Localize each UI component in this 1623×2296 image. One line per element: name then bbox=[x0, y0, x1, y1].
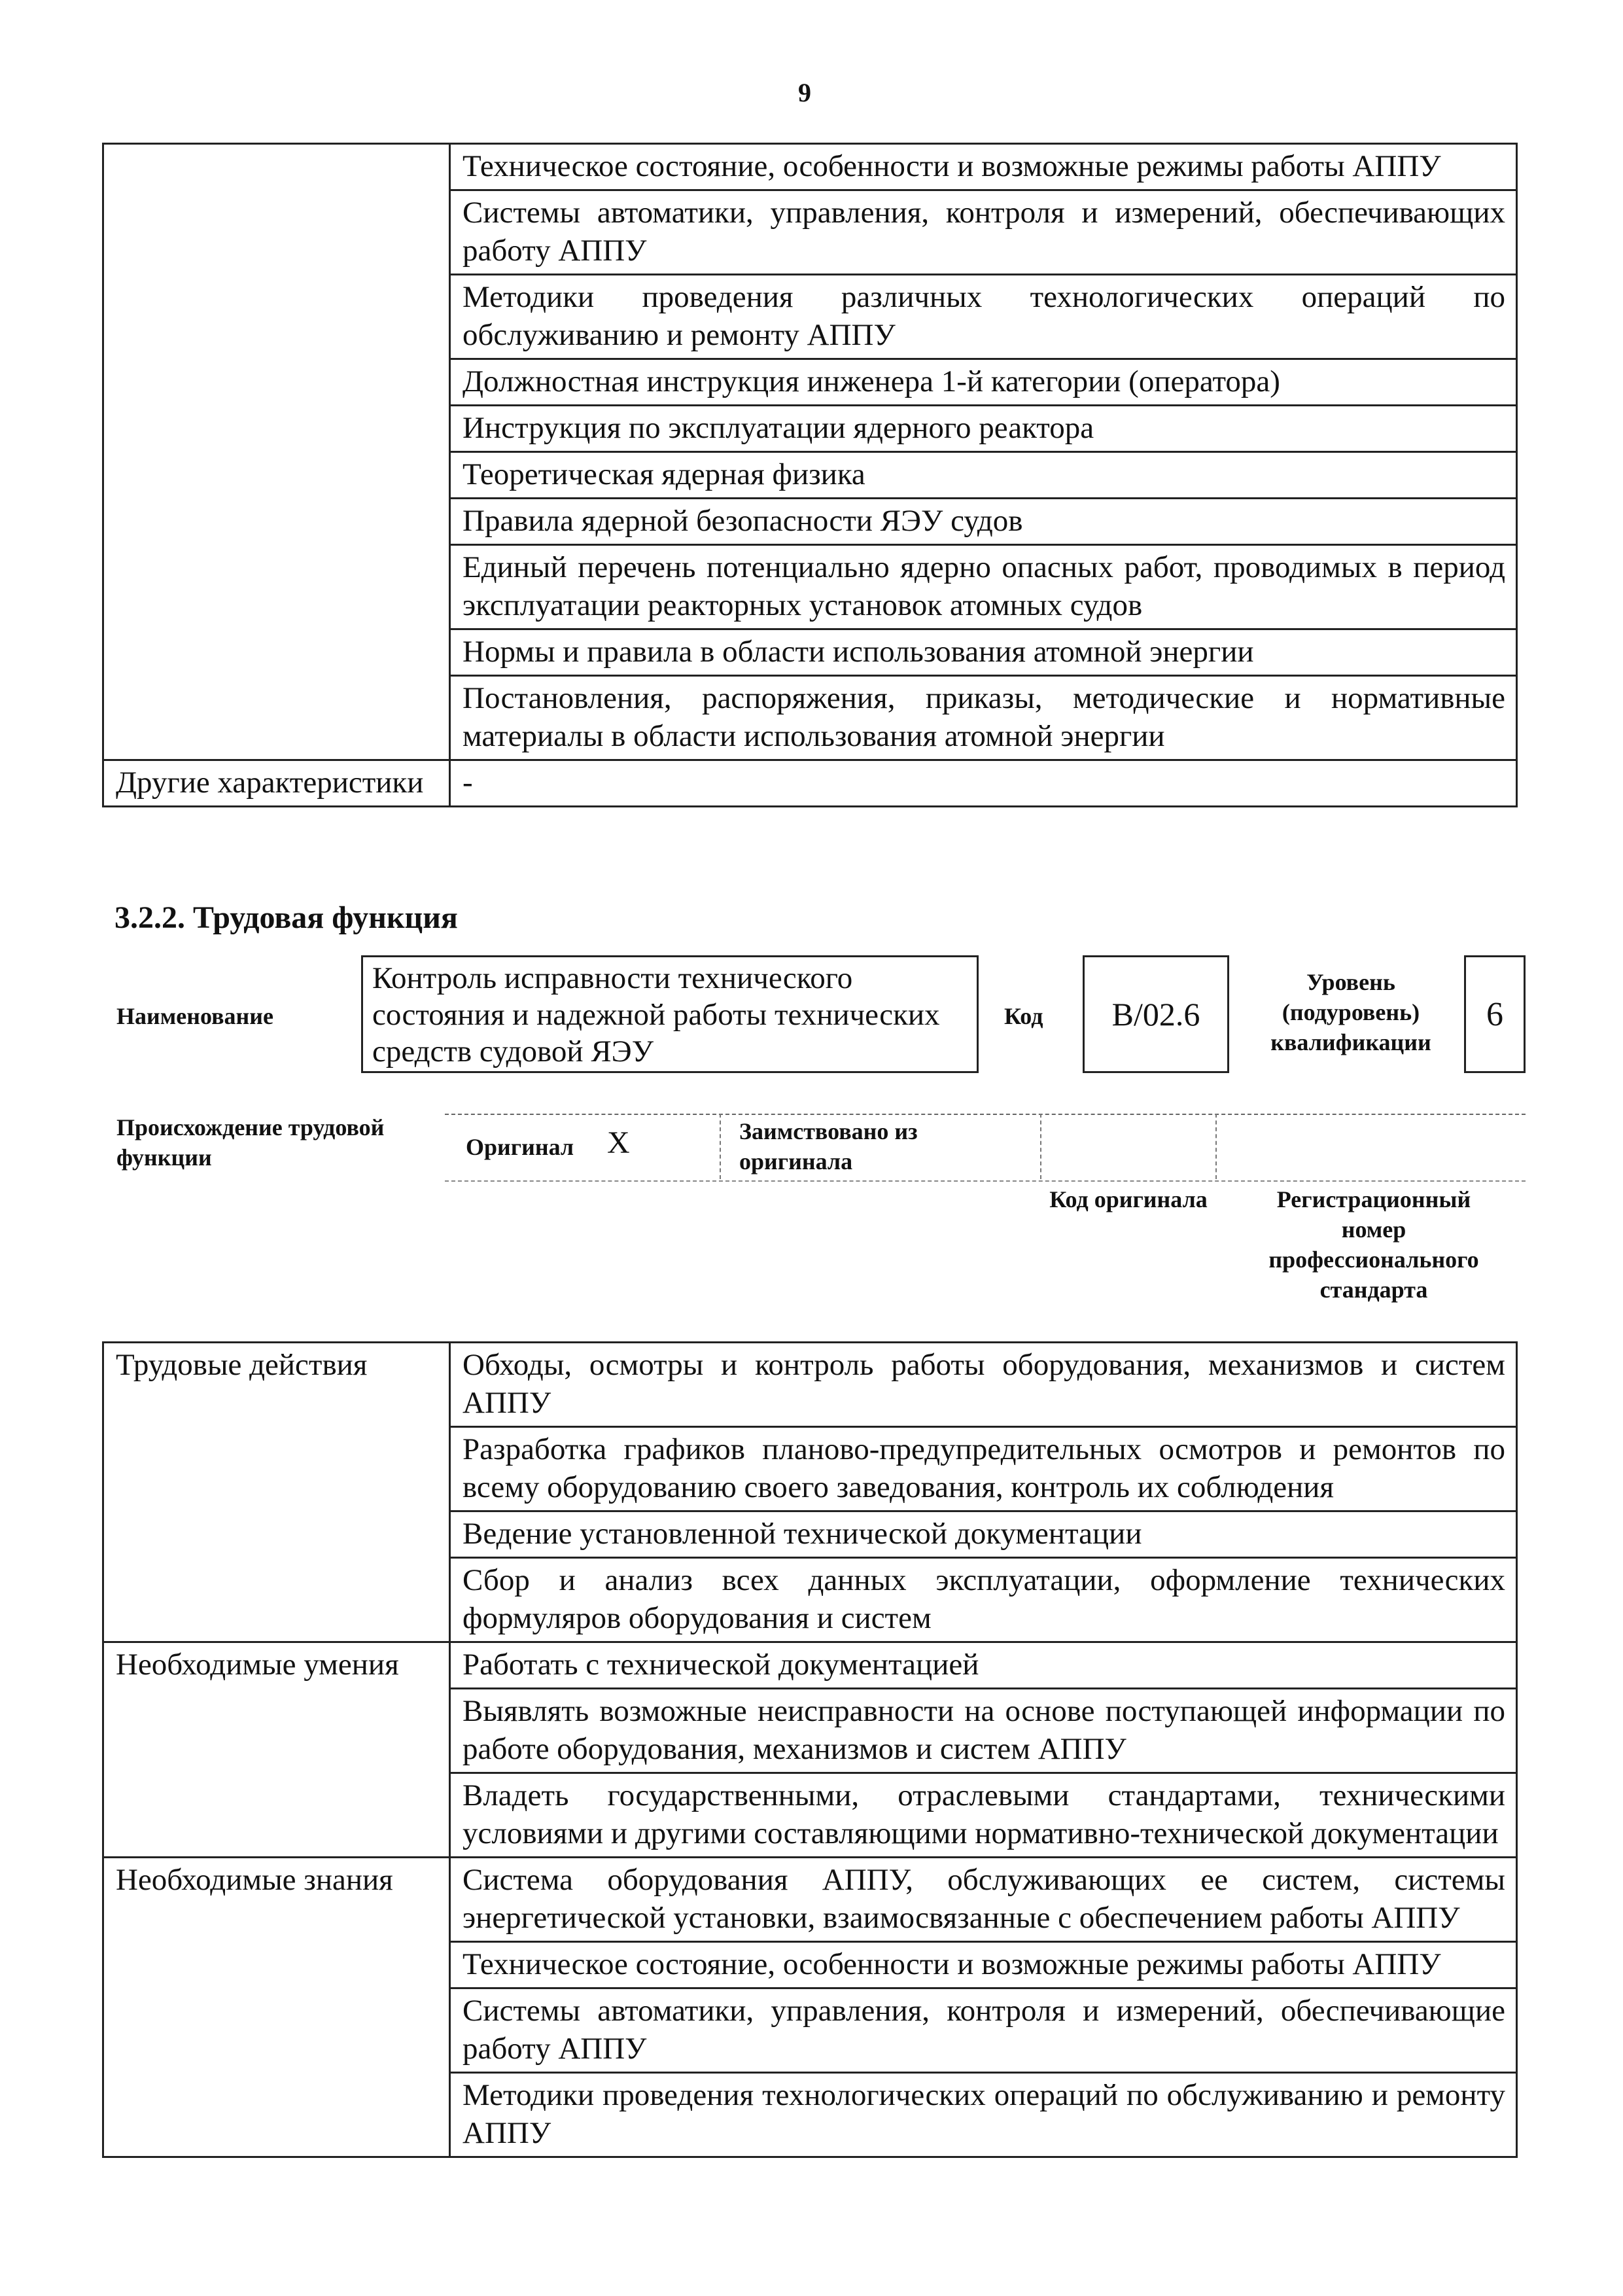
row-item-text: Разработка графиков планово-предупредительных осмотров и ремонтов по всему оборудованию своего заведования, контроль их соблюдения bbox=[450, 1427, 1517, 1511]
borrowed-label: Заимствовано из оригинала bbox=[739, 1118, 918, 1174]
name-label: Наименование bbox=[116, 1003, 273, 1029]
row-item-text: Теоретическая ядерная физика bbox=[450, 452, 1517, 499]
function-name-box: Контроль исправности технического состояния и надежной работы технических средств судовой ЯЭУ bbox=[361, 955, 979, 1073]
top-table-body bbox=[103, 144, 1517, 807]
row-item-text: Постановления, распоряжения, приказы, методические и нормативные материалы в области использования атомной энергии bbox=[450, 676, 1517, 760]
row-item-text: Должностная инструкция инженера 1-й категории (оператора) bbox=[450, 359, 1517, 406]
code-original-label: Код оригинала bbox=[1049, 1186, 1208, 1212]
row-item-text: Ведение установленной технической документации bbox=[450, 1511, 1517, 1558]
row-category-label: Другие характеристики bbox=[103, 760, 450, 807]
origin-separator bbox=[720, 1114, 721, 1179]
bottom-table-body bbox=[103, 1343, 1517, 2157]
origin-separator bbox=[1215, 1114, 1217, 1179]
table-row bbox=[103, 144, 1517, 190]
row-item-text: Инструкция по эксплуатации ядерного реактора bbox=[450, 406, 1517, 452]
table-row bbox=[103, 1343, 1517, 1427]
row-item-text: Нормы и правила в области использования атомной энергии bbox=[450, 629, 1517, 676]
page-number: 9 bbox=[798, 78, 811, 107]
row-item-text: Системы автоматики, управления, контроля и измерений, обеспечивающих работу АППУ bbox=[450, 190, 1517, 275]
row-item-text: Обходы, осмотры и контроль работы оборудования, механизмов и систем АППУ bbox=[450, 1343, 1517, 1427]
table-row bbox=[103, 1642, 1517, 1689]
code-label: Код bbox=[1004, 1003, 1043, 1029]
row-item-text: Техническое состояние, особенности и возможные режимы работы АППУ bbox=[450, 1942, 1517, 1988]
row-item-text: Система оборудования АППУ, обслуживающих ее систем, системы энергетической установки, взаимосвязанные с обеспечением работы АППУ bbox=[450, 1858, 1517, 1942]
table-row bbox=[103, 1858, 1517, 1942]
row-item-text: Методики проведения различных технологических операций по обслуживанию и ремонту АППУ bbox=[450, 275, 1517, 359]
row-category-label: Необходимые знания bbox=[103, 1858, 450, 2157]
row-item-text: - bbox=[450, 760, 1517, 807]
origin-label: Происхождение трудовой функции bbox=[116, 1114, 385, 1171]
function-code-box: B/02.6 bbox=[1083, 955, 1229, 1073]
row-item-text: Сбор и анализ всех данных эксплуатации, оформление технических формуляров оборудования и систем bbox=[450, 1558, 1517, 1642]
section-title: 3.2.2. Трудовая функция bbox=[114, 900, 458, 935]
row-item-text: Правила ядерной безопасности ЯЭУ судов bbox=[450, 499, 1517, 545]
original-label: Оригинал bbox=[466, 1134, 574, 1160]
origin-separator bbox=[1040, 1114, 1041, 1179]
row-item-text: Единый перечень потенциально ядерно опасных работ, проводимых в период эксплуатации реакторных установок атомных судов bbox=[450, 545, 1517, 629]
row-item-text: Владеть государственными, отраслевыми стандартами, техническими условиями и другими составляющими нормативно-технической документации bbox=[450, 1773, 1517, 1858]
row-item-text: Работать с технической документацией bbox=[450, 1642, 1517, 1689]
original-mark: X bbox=[607, 1125, 630, 1160]
row-item-text: Системы автоматики, управления, контроля и измерений, обеспечивающие работу АППУ bbox=[450, 1988, 1517, 2073]
row-category-label bbox=[103, 144, 450, 760]
row-category-label: Необходимые умения bbox=[103, 1642, 450, 1858]
row-item-text: Техническое состояние, особенности и возможные режимы работы АППУ bbox=[450, 144, 1517, 190]
function-details-table bbox=[102, 1341, 1518, 2158]
level-label: Уровень (подуровень) квалификации bbox=[1270, 969, 1431, 1055]
row-item-text: Методики проведения технологических операций по обслуживанию и ремонту АППУ bbox=[450, 2073, 1517, 2157]
reg-number-label: Регистрационный номер профессионального стандарта bbox=[1268, 1186, 1479, 1303]
table-row bbox=[103, 760, 1517, 807]
row-category-label: Трудовые действия bbox=[103, 1343, 450, 1642]
level-value-box: 6 bbox=[1464, 955, 1526, 1073]
top-knowledge-table bbox=[102, 143, 1518, 807]
row-item-text: Выявлять возможные неисправности на основе поступающей информации по работе оборудования, механизмов и систем АППУ bbox=[450, 1689, 1517, 1773]
